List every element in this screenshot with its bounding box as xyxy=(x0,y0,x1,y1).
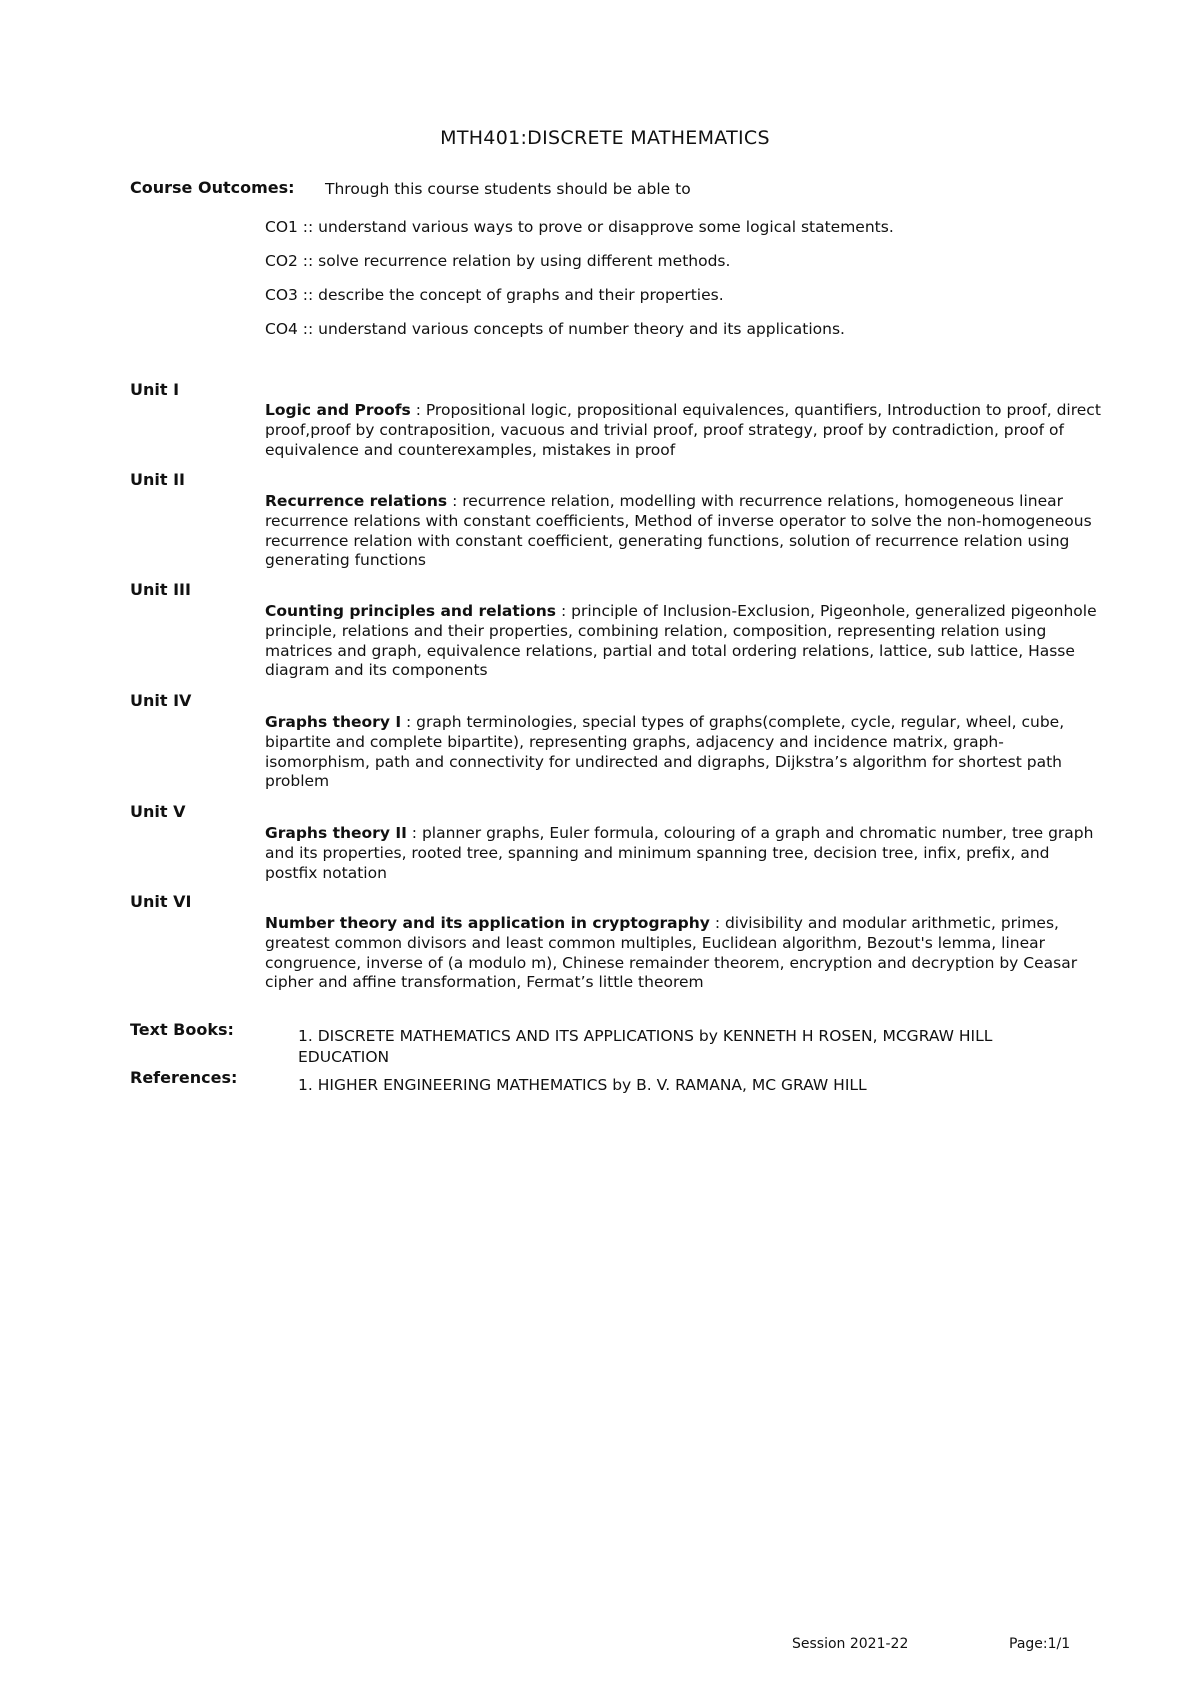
unit-2-label: Unit II xyxy=(130,470,185,489)
unit-2-heading: Recurrence relations xyxy=(265,492,448,510)
course-outcomes-label: Course Outcomes: xyxy=(130,178,295,197)
unit-3-content xyxy=(265,602,1105,681)
course-outcomes-intro: Through this course students should be able to xyxy=(325,180,691,198)
unit-6-label: Unit VI xyxy=(130,892,192,911)
course-outcome-1: CO1 :: understand various ways to prove or disapprove some logical statements. xyxy=(265,218,894,236)
unit-5-label: Unit V xyxy=(130,802,186,821)
unit-5-heading: Graphs theory II xyxy=(265,824,407,842)
unit-6-content xyxy=(265,914,1105,993)
unit-5-text: : planner graphs, Euler formula, colouring of a graph and chromatic number, tree graph and its properties, rooted tree, spanning and minimum spanning tree, decision tree, infix, prefix, and postfix notation xyxy=(265,824,1094,882)
unit-3-heading: Counting principles and relations xyxy=(265,602,557,620)
course-outcome-3: CO3 :: describe the concept of graphs and their properties. xyxy=(265,286,724,304)
unit-1-text: : Propositional logic, propositional equivalences, quantifiers, Introduction to proof, direct proof,proof by contraposition, vacuous and trivial proof, proof strategy, proof by contradiction, proof of equivalence and counterexamples, mistakes in proof xyxy=(265,401,1101,459)
reference-item: 1. HIGHER ENGINEERING MATHEMATICS by B. V. RAMANA, MC GRAW HILL xyxy=(298,1076,867,1094)
references-label: References: xyxy=(130,1068,238,1087)
course-outcome-4: CO4 :: understand various concepts of number theory and its applications. xyxy=(265,320,845,338)
course-outcome-2: CO2 :: solve recurrence relation by using different methods. xyxy=(265,252,731,270)
text-books-label: Text Books: xyxy=(130,1020,234,1039)
unit-4-label: Unit IV xyxy=(130,691,192,710)
footer-page-number: Page:1/1 xyxy=(1009,1636,1071,1652)
footer-session: Session 2021-22 xyxy=(792,1636,909,1652)
unit-4-text: : graph terminologies, special types of graphs(complete, cycle, regular, wheel, cube, bipartite and complete bipartite), representing graphs, adjacency and incidence matrix, graph-isomorphism, path and connectivity for undirected and digraphs, Dijkstra’s algorithm for shortest path problem xyxy=(265,713,1065,791)
unit-1-label: Unit I xyxy=(130,380,180,399)
unit-6-heading: Number theory and its application in cryptography xyxy=(265,914,710,932)
unit-2-text: : recurrence relation, modelling with recurrence relations, homogeneous linear recurrence relations with constant coefficients, Method of inverse operator to solve the non-homogeneous recurrence relation with constant coefficient, generating functions, solution of recurrence relation using generating functions xyxy=(265,492,1092,570)
unit-3-label: Unit III xyxy=(130,580,191,599)
unit-1-content xyxy=(265,401,1105,460)
unit-5-content xyxy=(265,824,1105,883)
unit-4-heading: Graphs theory I xyxy=(265,713,402,731)
unit-6-text: : divisibility and modular arithmetic, primes, greatest common divisors and least common multiples, Euclidean algorithm, Bezout's lemma, linear congruence, inverse of (a modulo m), Chinese remainder theorem, encryption and decryption by Ceasar cipher and affine transformation, Fermat’s little theorem xyxy=(265,914,1078,992)
unit-3-text: : principle of Inclusion-Exclusion, Pigeonhole, generalized pigeonhole principle, relations and their properties, combining relation, composition, representing relation using matrices and graph, equivalence relations, partial and total ordering relations, lattice, sub lattice, Hasse diagram and its components xyxy=(265,602,1097,680)
unit-4-content xyxy=(265,713,1105,792)
text-book-item: 1. DISCRETE MATHEMATICS AND ITS APPLICATIONS by KENNETH H ROSEN, MCGRAW HILL EDUCATION xyxy=(298,1027,993,1066)
unit-2-content xyxy=(265,492,1105,571)
page-title: MTH401:DISCRETE MATHEMATICS xyxy=(440,127,770,149)
unit-1-heading: Logic and Proofs xyxy=(265,401,411,419)
